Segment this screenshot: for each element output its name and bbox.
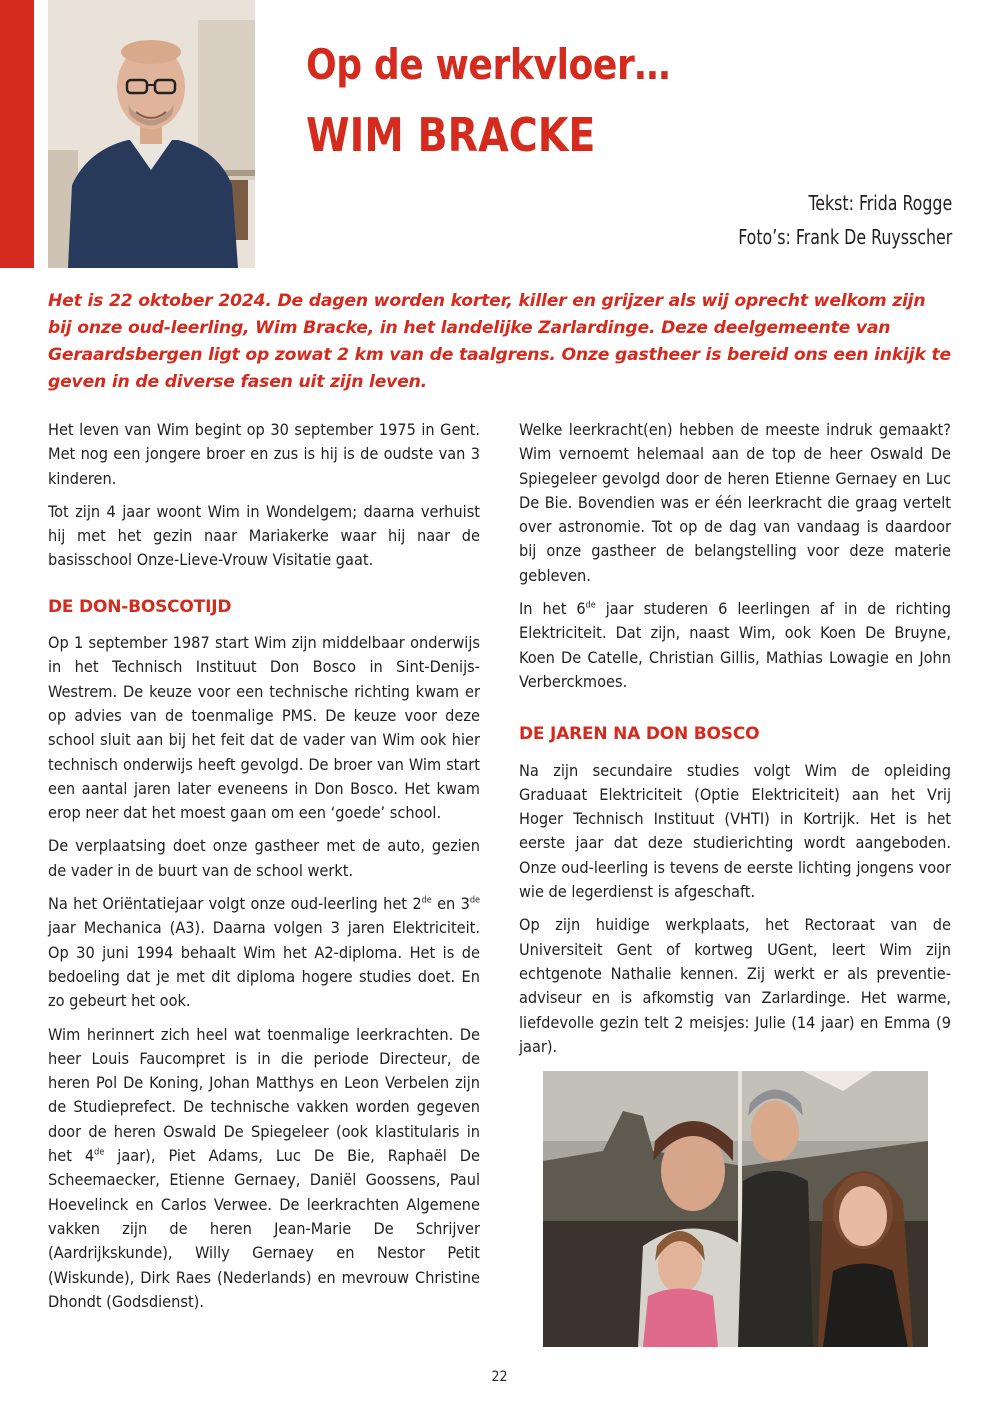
section-heading-don-bosco: DE DON-BOSCOTIJD — [48, 596, 232, 617]
section-heading-after-don-bosco: DE JAREN NA DON BOSCO — [519, 724, 760, 745]
paragraph: Welke leerkracht(en) hebben de meeste indruk gemaakt? Wim vernoemt helemaal aan de top de heer Oswald De Spiegeleer gevolgd door de heren Etienne Gernaey en Luc De Bie. Bovendien was er één leerkracht die graag vertelt over astronomie. Tot op de dag van vandaag is daardoor bij onze gastheer de belangstelling voor deze materie gebleven. — [519, 420, 951, 585]
credits — [738, 186, 952, 254]
paragraph: Op zijn huidige werkplaats, het Rectoraat van de Universiteit Gent of kortweg UGent, leert Wim zijn echtgenote Nathalie kennen. Zij werkt er als preventie-adviseur en is afkomstig van Zarlardinge. Het warme, liefdevolle gezin telt 2 meisjes: Julie (14 jaar) en Emma (9 jaar). — [519, 915, 951, 1056]
family-photo — [543, 1071, 928, 1347]
portrait-photo — [48, 0, 255, 268]
page-title-line-1: Op de werkvloer… — [306, 40, 671, 89]
paragraph: Na het Oriëntatiejaar volgt onze oud-leerling het 2de en 3de jaar Mechanica (A3). Daarna volgen 3 jaren Elektriciteit. Op 30 juni 1994 behaalt Wim het A2-diploma. Het is de bedoeling dat je met dit diploma hogere studies doet. En zo gebeurt het ook. — [48, 894, 480, 1011]
paragraph: De verplaatsing doet onze gastheer met de auto, gezien de vader in de buurt van de school werkt. — [48, 836, 480, 880]
intro-paragraph: Het is 22 oktober 2024. De dagen worden korter, killer en grijzer als wij oprecht welkom zijn bij onze oud-leerling, Wim Bracke, in het landelijke Zarlardinge. Deze deelgemeente van Geraardsbergen ligt op zowat 2 km van de taalgrens. Onze gastheer is bereid ons een inkijk te geven in de diverse fasen uit zijn leven. — [48, 291, 951, 392]
red-accent-bar — [0, 0, 34, 268]
credit-text: Tekst: Frida Rogge — [808, 191, 952, 215]
paragraph: In het 6de jaar studeren 6 leerlingen af in de richting Elektriciteit. Dat zijn, naast Wim, ook Koen De Bruyne, Koen De Catelle, Christian Gillis, Mathias Lowagie en John Verberckmoes. — [519, 599, 951, 691]
paragraph: Na zijn secundaire studies volgt Wim de opleiding Graduaat Elektriciteit (Optie Elektriciteit) aan het Vrij Hoger Technisch Instituut (VHTI) in Kortrijk. Het is het eerste jaar dat deze studierichting wordt aangeboden. Onze oud-leerling is tevens de eerste lichting jongens voor wie de legerdienst is afgeschaft. — [519, 760, 951, 902]
paragraph: Het leven van Wim begint op 30 september 1975 in Gent. Met nog een jongere broer en zus is hij is de oudste van 3 kinderen. — [48, 420, 480, 488]
paragraph: Wim herinnert zich heel wat toenmalige leerkrachten. De heer Louis Faucompret is in die periode Directeur, de heren Pol De Koning, Johan Matthys en Leon Verbelen zijn de Studieprefect. De technische vakken worden gegeven door de heren Oswald De Spiegeleer (ook klastitularis in het 4de jaar), Piet Adams, Luc De Bie, Raphaël De Scheemaecker, Etienne Gernaey, Daniël Goossens, Paul Hoevelinck en Carlos Verwee. De leerkrachten Algemene vakken zijn de heren Jean-Marie De Schrijver (Aardrijkskunde), Willy Gernaey en Nestor Petit (Wiskunde), Dirk Raes (Nederlands) en mevrouw Christine Dhondt (Godsdienst). — [48, 1024, 480, 1311]
page-number: 22 — [491, 1369, 508, 1385]
left-column — [48, 418, 480, 1323]
page-title-line-2: WIM BRACKE — [306, 108, 596, 162]
paragraph: Op 1 september 1987 start Wim zijn middelbaar onderwijs in het Technisch Instituut Don Bosco in Sint-Denijs-Westrem. De keuze voor een technische richting kwam er op advies van de toenmalige PMS. De keuze voor deze school sluit aan bij het feit dat de vader van Wim ook hier technisch onderwijs heeft gevolgd. De broer van Wim start een aantal jaren later eveneens in Don Bosco. Het kwam erop neer dat het moest gaan om een ‘goede’ school. — [48, 633, 480, 823]
right-column — [519, 418, 951, 1068]
paragraph: Tot zijn 4 jaar woont Wim in Wondelgem; daarna verhuist hij met het gezin naar Mariakerke waar hij naar de basisschool Onze-Lieve-Vrouw Visitatie gaat. — [48, 501, 480, 570]
credit-photos: Foto’s: Frank De Ruysscher — [737, 225, 952, 249]
